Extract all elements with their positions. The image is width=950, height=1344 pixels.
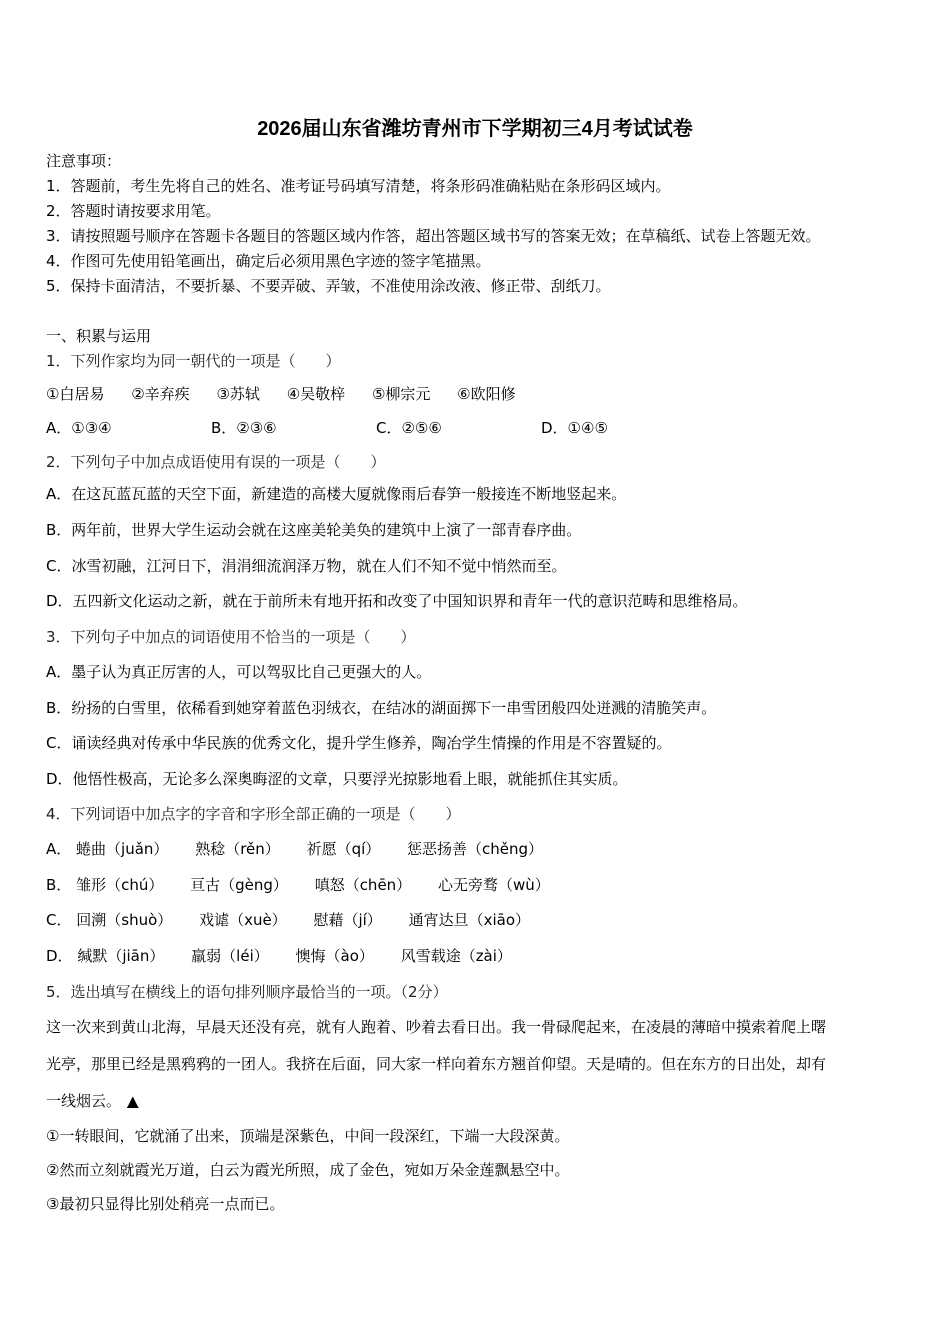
word: 慰藉（jí）: [313, 911, 382, 929]
word: 熟稔（rěn）: [195, 840, 280, 858]
page-title: 2026届山东省潍坊青州市下学期初三4月考试试卷: [257, 118, 693, 140]
question-stem: 5．选出填写在横线上的语句排列顺序最恰当的一项。（2分）: [46, 983, 448, 1001]
option-label: D．: [46, 947, 73, 965]
word: 羸弱（léi）: [191, 947, 269, 965]
option-b: [46, 875, 572, 895]
option-label: A．: [46, 840, 72, 858]
q1-item: ④吴敬梓: [286, 385, 346, 403]
option-d: D．①④⑤: [541, 419, 608, 437]
passage-line: 光亭，那里已经是黑鸦鸦的一团人。我挤在后面，同大家一样向着东方翘首仰望。天是晴的。但在东方的日出处，却有: [46, 1055, 827, 1073]
notice-item: 1．答题前，考生先将自己的姓名、准考证号码填写清楚，将条形码准确粘贴在条形码区域内。: [46, 177, 671, 195]
notice-item: 3．请按照题号顺序在答题卡各题目的答题区域内作答，超出答题区域书写的答案无效；在草稿纸、试卷上答题无效。: [46, 227, 821, 245]
option-c: C．②⑤⑥: [376, 419, 442, 437]
word: 回溯（shuò）: [76, 911, 173, 929]
option-label: C．: [46, 911, 72, 929]
option-a: A．①③④: [46, 419, 112, 437]
option-label: B．: [46, 876, 72, 894]
word: 懊悔（ào）: [295, 947, 374, 965]
word: 缄默（jiān）: [77, 947, 165, 965]
q1-item: ②辛弃疾: [131, 385, 190, 403]
passage-line: [46, 1091, 145, 1111]
passage-line: 这一次来到黄山北海，早晨天还没有亮，就有人跑着、吵着去看日出。我一骨碌爬起来，在凌晨的薄暗中摸索着爬上曙: [46, 1018, 827, 1036]
passage-text: 一线烟云。: [46, 1092, 122, 1110]
word: 祈愿（qí）: [306, 840, 381, 858]
question-stem: 2．下列句子中加点成语使用有误的一项是（ ）: [46, 453, 386, 471]
question-stem: 3．下列句子中加点的词语使用不恰当的一项是（ ）: [46, 628, 416, 646]
option-c: C．诵读经典对传承中华民族的优秀文化，提升学生修养，陶冶学生情操的作用是不容置疑的。: [46, 734, 672, 752]
option-b: B．纷扬的白雪里，依稀看到她穿着蓝色羽绒衣，在结冰的湖面掷下一串雪团般四处迸溅的清脆笑声。: [46, 699, 717, 717]
blank-marker: ▲: [127, 1092, 139, 1110]
word: 惩恶扬善（chěng）: [407, 840, 544, 858]
q1-item: ③苏轼: [216, 385, 260, 403]
option-d: D．五四新文化运动之新，就在于前所未有地开拓和改变了中国知识界和青年一代的意识范畴和思维格局。: [46, 592, 748, 610]
q1-item: ①白居易: [46, 385, 105, 403]
option-d: D．他悟性极高，无论多么深奥晦涩的文章，只要浮光掠影地看上眼，就能抓住其实质。: [46, 770, 628, 788]
option-c: C．冰雪初融，江河日下，涓涓细流润泽万物，就在人们不知不觉中悄然而至。: [46, 557, 567, 575]
option-a: A．墨子认为真正厉害的人，可以驾驭比自己更强大的人。: [46, 663, 432, 681]
notice-item: 4．作图可先使用铅笔画出，确定后必须用黑色字迹的签字笔描黑。: [46, 252, 491, 270]
word: 嗔怒（chēn）: [314, 876, 412, 894]
word: 戏谑（xuè）: [199, 911, 287, 929]
q1-options: [46, 418, 706, 438]
notice-heading: 注意事项：: [46, 152, 122, 170]
q1-items: [46, 384, 538, 404]
sentence: ③最初只显得比别处稍亮一点而已。: [46, 1195, 285, 1213]
word: 通宵达旦（xiāo）: [408, 911, 531, 929]
q1-item: ⑥欧阳修: [457, 385, 516, 403]
option-c: [46, 910, 552, 930]
notice-item: 5．保持卡面清洁，不要折暴、不要弄破、弄皱，不准使用涂改液、修正带、刮纸刀。: [46, 277, 611, 295]
question-stem: 1．下列作家均为同一朝代的一项是（ ）: [46, 352, 341, 370]
word: 亘古（gèng）: [190, 876, 288, 894]
q1-item: ⑤柳宗元: [371, 385, 431, 403]
word: 雏形（chú）: [76, 876, 164, 894]
sentence: ②然而立刻就霞光万道，白云为霞光所照，成了金色，宛如万朵金莲飘悬空中。: [46, 1161, 570, 1179]
question-stem: 4．下列词语中加点字的字音和字形全部正确的一项是（ ）: [46, 805, 461, 823]
sentence: ①一转眼间，它就涌了出来，顶端是深紫色，中间一段深红，下端一大段深黄。: [46, 1127, 570, 1145]
option-d: [46, 946, 534, 966]
option-b: B．两年前，世界大学生运动会就在这座美轮美奂的建筑中上演了一部青春序曲。: [46, 521, 582, 539]
option-a: [46, 839, 565, 859]
option-b: B．②③⑥: [211, 419, 277, 437]
section-heading: 一、积累与运用: [46, 327, 152, 345]
word: 蜷曲（juǎn）: [76, 840, 169, 858]
word: 风雪载途（zài）: [400, 947, 512, 965]
word: 心无旁骛（wù）: [437, 876, 550, 894]
option-a: A．在这瓦蓝瓦蓝的天空下面，新建造的高楼大厦就像雨后春笋一般接连不断地竖起来。: [46, 485, 627, 503]
notice-item: 2．答题时请按要求用笔。: [46, 202, 221, 220]
